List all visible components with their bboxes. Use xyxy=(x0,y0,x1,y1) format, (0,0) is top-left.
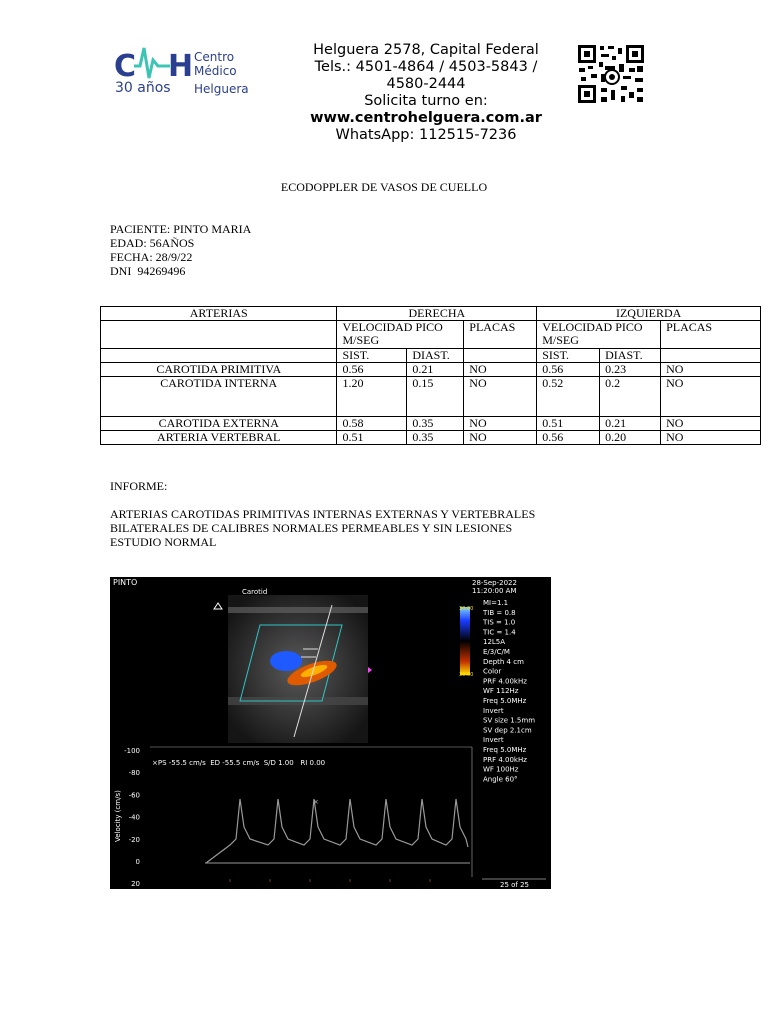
us-time: 11:20:00 AM xyxy=(472,587,517,595)
header-arterias: ARTERIAS xyxy=(101,307,337,321)
velocity-axis-label: Velocity (cm/s) xyxy=(114,790,122,842)
logo-helguera: Helguera xyxy=(194,82,249,96)
us-param: WF 112Hz xyxy=(483,687,519,696)
us-date: 28-Sep-2022 xyxy=(472,579,517,587)
exam-date: FECHA: 28/9/22 xyxy=(110,250,193,264)
header-velocidad-izquierda: VELOCIDAD PICO M/SEG xyxy=(537,321,661,349)
us-param: Color xyxy=(483,667,502,676)
website-link[interactable]: www.centrohelguera.com.ar xyxy=(310,110,542,126)
report-heading: INFORME: xyxy=(110,479,168,493)
us-patient: PINTO xyxy=(113,578,138,587)
report-section xyxy=(110,479,535,549)
us-frame-counter: 25 of 25 xyxy=(500,881,530,889)
report-conclusion: ESTUDIO NORMAL xyxy=(110,535,217,549)
header-diast-izquierda: DIAST. xyxy=(600,349,661,363)
whatsapp: WhatsApp: 112515-7236 xyxy=(335,127,517,143)
us-param: PRF 4.00kHz xyxy=(483,755,527,764)
phones-cont: 4580-2444 xyxy=(386,76,466,92)
contact-info xyxy=(296,42,556,144)
us-measurement: ×PS -55.5 cm/s ED -55.5 cm/s S/D 1.00 RI 0.00 xyxy=(152,759,326,767)
phones: Tels.: 4501-4864 / 4503-5843 / xyxy=(314,59,538,75)
table-row: CAROTIDA EXTERNA 0.58 0.35 NO 0.51 0.21 NO xyxy=(101,417,761,431)
header-sist-izquierda: SIST. xyxy=(537,349,600,363)
header-velocidad-derecha: VELOCIDAD PICO M/SEG xyxy=(337,321,464,349)
table-row: CAROTIDA PRIMITIVA 0.56 0.21 NO 0.56 0.23 NO xyxy=(101,363,761,377)
patient-info xyxy=(110,222,251,278)
patient-dni: DNI 94269496 xyxy=(110,264,186,278)
report-line: BILATERALES DE CALIBRES NORMALES PERMEABLES Y SIN LESIONES xyxy=(110,521,513,535)
us-param: Freq 5.0MHz xyxy=(483,697,527,705)
doppler-flow-blue xyxy=(270,651,302,671)
bmode-tissue xyxy=(228,595,368,743)
report-title: ECODOPPLER DE VASOS DE CUELLO xyxy=(280,180,488,194)
svg-text:H: H xyxy=(168,49,194,82)
us-param: MI=1.1 xyxy=(483,599,509,607)
report-line: ARTERIAS CAROTIDAS PRIMITIVAS INTERNAS EXTERNAS Y VERTEBRALES xyxy=(110,507,536,521)
header-izquierda: IZQUIERDA xyxy=(537,307,761,321)
velocity-tick-label: 20 xyxy=(131,880,140,889)
us-param: SV size 1.5mm xyxy=(483,716,536,725)
velocity-tick-label: -20 xyxy=(128,835,140,844)
table-header-row xyxy=(101,307,761,321)
patient-name: PACIENTE: PINTO MARIA xyxy=(110,222,252,236)
header-diast-derecha: DIAST. xyxy=(407,349,464,363)
header-derecha: DERECHA xyxy=(337,307,537,321)
logo-30-anos: 30 años xyxy=(115,80,171,96)
clinic-logo xyxy=(112,42,262,100)
svg-text:C: C xyxy=(114,49,137,82)
table-subheader-row-2 xyxy=(101,349,761,363)
doppler-ultrasound-image xyxy=(110,577,551,889)
logo-text-centro-medico: Centro Médico xyxy=(194,50,237,78)
velocity-tick-label: 0 xyxy=(135,858,140,866)
svg-text:30.00: 30.00 xyxy=(459,672,474,678)
header-sist-derecha: SIST. xyxy=(337,349,407,363)
arteries-table xyxy=(100,306,761,445)
qr-code-icon xyxy=(577,44,645,104)
appointment-label: Solicita turno en: xyxy=(364,93,488,109)
us-param: E/3/C/M xyxy=(483,648,510,656)
svg-text:×: × xyxy=(313,798,319,806)
us-param: SV dep 2.1cm xyxy=(483,726,532,735)
velocity-tick-label: -100 xyxy=(124,747,140,755)
table-row: ARTERIA VERTEBRAL 0.51 0.35 NO 0.56 0.20 NO xyxy=(101,431,761,445)
us-param: TIS = 1.0 xyxy=(483,618,516,627)
velocity-tick-label: -40 xyxy=(128,813,140,822)
table-subheader-row xyxy=(101,321,761,349)
header-placas-izquierda: PLACAS xyxy=(661,321,761,349)
us-param: Invert xyxy=(483,706,504,715)
us-param: WF 100Hz xyxy=(483,765,519,774)
svg-text:30.00: 30.00 xyxy=(459,606,474,612)
us-param: Invert xyxy=(483,736,504,745)
us-param: TIC = 1.4 xyxy=(483,628,516,637)
heartbeat-logo-icon xyxy=(112,42,194,82)
patient-age: EDAD: 56AÑOS xyxy=(110,236,195,250)
us-param: Freq 5.0MHz xyxy=(483,746,527,754)
us-param: PRF 4.00kHz xyxy=(483,677,527,686)
header-placas-derecha: PLACAS xyxy=(464,321,537,349)
color-scale-bar xyxy=(460,607,470,675)
table-row: CAROTIDA INTERNA 1.20 0.15 NO 0.52 0.2 NO xyxy=(101,377,761,417)
us-param: 12L5A xyxy=(483,638,506,647)
us-param: Depth 4 cm xyxy=(483,657,524,666)
velocity-tick-label: -80 xyxy=(128,769,140,778)
us-param: TIB = 0.8 xyxy=(483,608,516,617)
us-param: Angle 60° xyxy=(483,775,518,784)
velocity-tick-label: -60 xyxy=(128,791,140,800)
us-preset: Carotid xyxy=(242,588,268,596)
address: Helguera 2578, Capital Federal xyxy=(313,42,539,58)
